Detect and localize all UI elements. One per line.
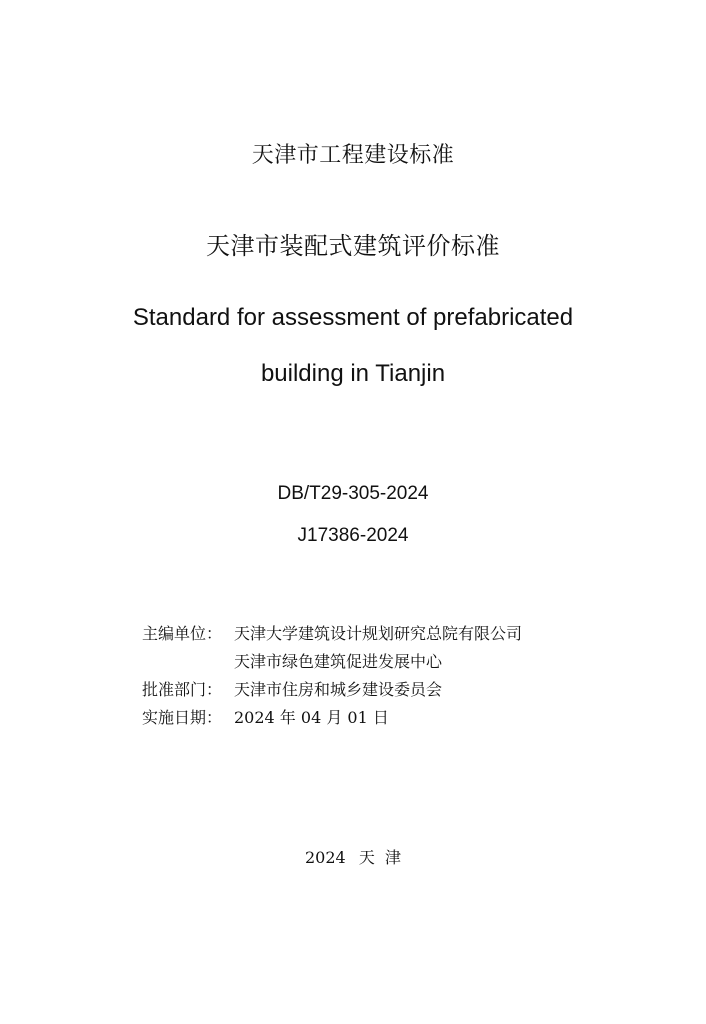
- footer-city: 天 津: [358, 848, 401, 867]
- editor-row: [142, 620, 522, 648]
- footer: [0, 845, 706, 868]
- standard-code-db: DB/T29-305-2024: [277, 483, 429, 504]
- approver-label: 批准部门：: [142, 680, 223, 699]
- document-title-en-line1: Standard for assessment of prefabricated: [132, 304, 574, 331]
- footer-year: 2024: [305, 848, 346, 867]
- date-label: 实施日期：: [142, 708, 223, 727]
- approver-row: [142, 676, 522, 704]
- editor-row-2: [142, 648, 522, 676]
- publication-info: [142, 620, 522, 732]
- standard-code-j: J17386-2024: [297, 525, 409, 546]
- editor-1: 天津大学建筑设计规划研究总院有限公司: [234, 624, 523, 643]
- approver: 天津市住房和城乡建设委员会: [234, 680, 443, 699]
- date-row: [142, 704, 522, 732]
- document-title-cn: 天津市装配式建筑评价标准: [206, 232, 500, 260]
- document-title-en-line2: building in Tianjin: [260, 360, 446, 387]
- editor-2: 天津市绿色建筑促进发展中心: [234, 652, 443, 671]
- effective-date: 2024 年 04 月 01 日: [234, 708, 389, 727]
- series-title: 天津市工程建设标准: [251, 143, 455, 168]
- editor-label: 主编单位：: [142, 624, 223, 643]
- editor-label-spacer: [142, 648, 234, 676]
